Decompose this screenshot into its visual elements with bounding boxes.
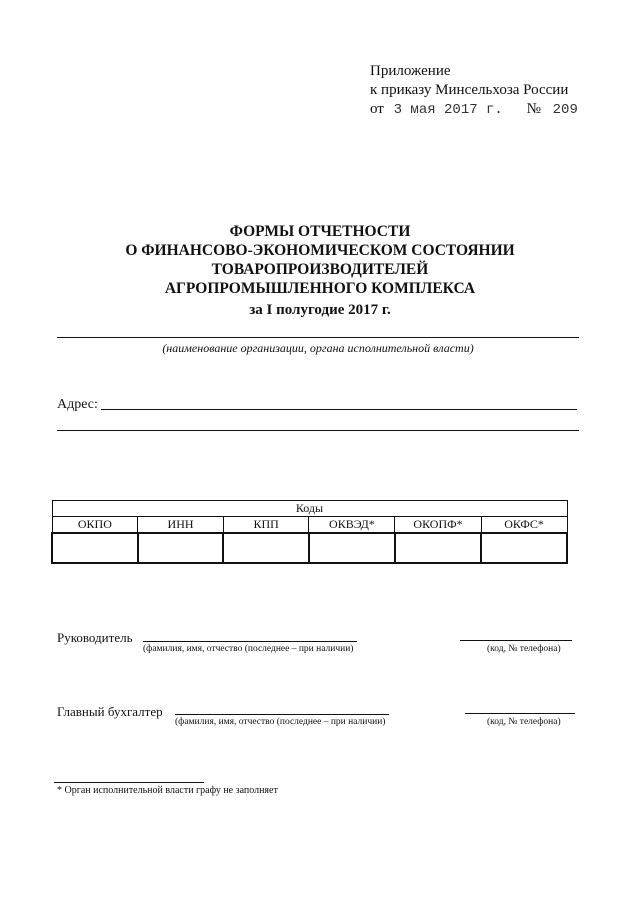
appendix-title: Приложение (370, 63, 451, 79)
address-field-line-2[interactable] (57, 430, 579, 431)
codes-header: Коды (52, 501, 567, 517)
codes-table (51, 500, 568, 564)
code-value-okopf[interactable] (395, 533, 481, 563)
report-period: за I полугодие 2017 г. (249, 302, 391, 318)
code-col-okfs: ОКФС* (481, 517, 567, 534)
code-value-okved[interactable] (309, 533, 395, 563)
accountant-name-field[interactable] (175, 714, 389, 715)
code-col-okopf: ОКОПФ* (395, 517, 481, 534)
appendix-block (370, 62, 578, 120)
number-label: № (526, 101, 541, 117)
footnote: * Орган исполнительной власти графу не заполняет (57, 785, 278, 796)
footnote-divider (54, 782, 204, 783)
code-value-okfs[interactable] (481, 533, 567, 563)
organization-name-field[interactable] (57, 337, 579, 338)
title-line-3: ТОВАРОПРОИЗВОДИТЕЛЕЙ (211, 261, 429, 278)
head-label: Руководитель (57, 630, 133, 645)
address-label: Адрес: (57, 397, 98, 412)
accountant-name-caption: (фамилия, имя, отчество (последнее – при наличии) (175, 717, 386, 727)
accountant-phone-field[interactable] (465, 713, 575, 714)
code-col-inn: ИНН (138, 517, 224, 534)
appendix-order: к приказу Минсельхоза России (370, 82, 569, 98)
order-number: 209 (552, 102, 578, 118)
appendix-date-line (370, 100, 578, 120)
title-line-2: О ФИНАНСОВО-ЭКОНОМИЧЕСКОМ СОСТОЯНИИ (125, 242, 515, 259)
title-line-4: АГРОПРОМЫШЛЕННОГО КОМПЛЕКСА (164, 280, 476, 297)
address-field[interactable] (101, 409, 577, 410)
accountant-phone-caption: (код, № телефона) (487, 717, 561, 727)
from-label: от (370, 101, 384, 117)
organization-caption: (наименование организации, органа исполнительной власти) (162, 341, 474, 355)
head-phone-field[interactable] (460, 640, 572, 641)
document-title (0, 222, 640, 298)
head-name-caption: (фамилия, имя, отчество (последнее – при наличии) (143, 644, 354, 654)
code-col-okved: ОКВЭД* (309, 517, 395, 534)
order-date: 3 мая 2017 г. (393, 102, 503, 118)
code-col-kpp: КПП (223, 517, 309, 534)
code-value-okpo[interactable] (52, 533, 138, 563)
code-col-okpo: ОКПО (52, 517, 138, 534)
code-value-kpp[interactable] (223, 533, 309, 563)
head-name-field[interactable] (143, 641, 357, 642)
head-phone-caption: (код, № телефона) (487, 644, 561, 654)
accountant-label: Главный бухгалтер (57, 704, 163, 719)
title-line-1: ФОРМЫ ОТЧЕТНОСТИ (229, 223, 411, 240)
code-value-inn[interactable] (138, 533, 224, 563)
